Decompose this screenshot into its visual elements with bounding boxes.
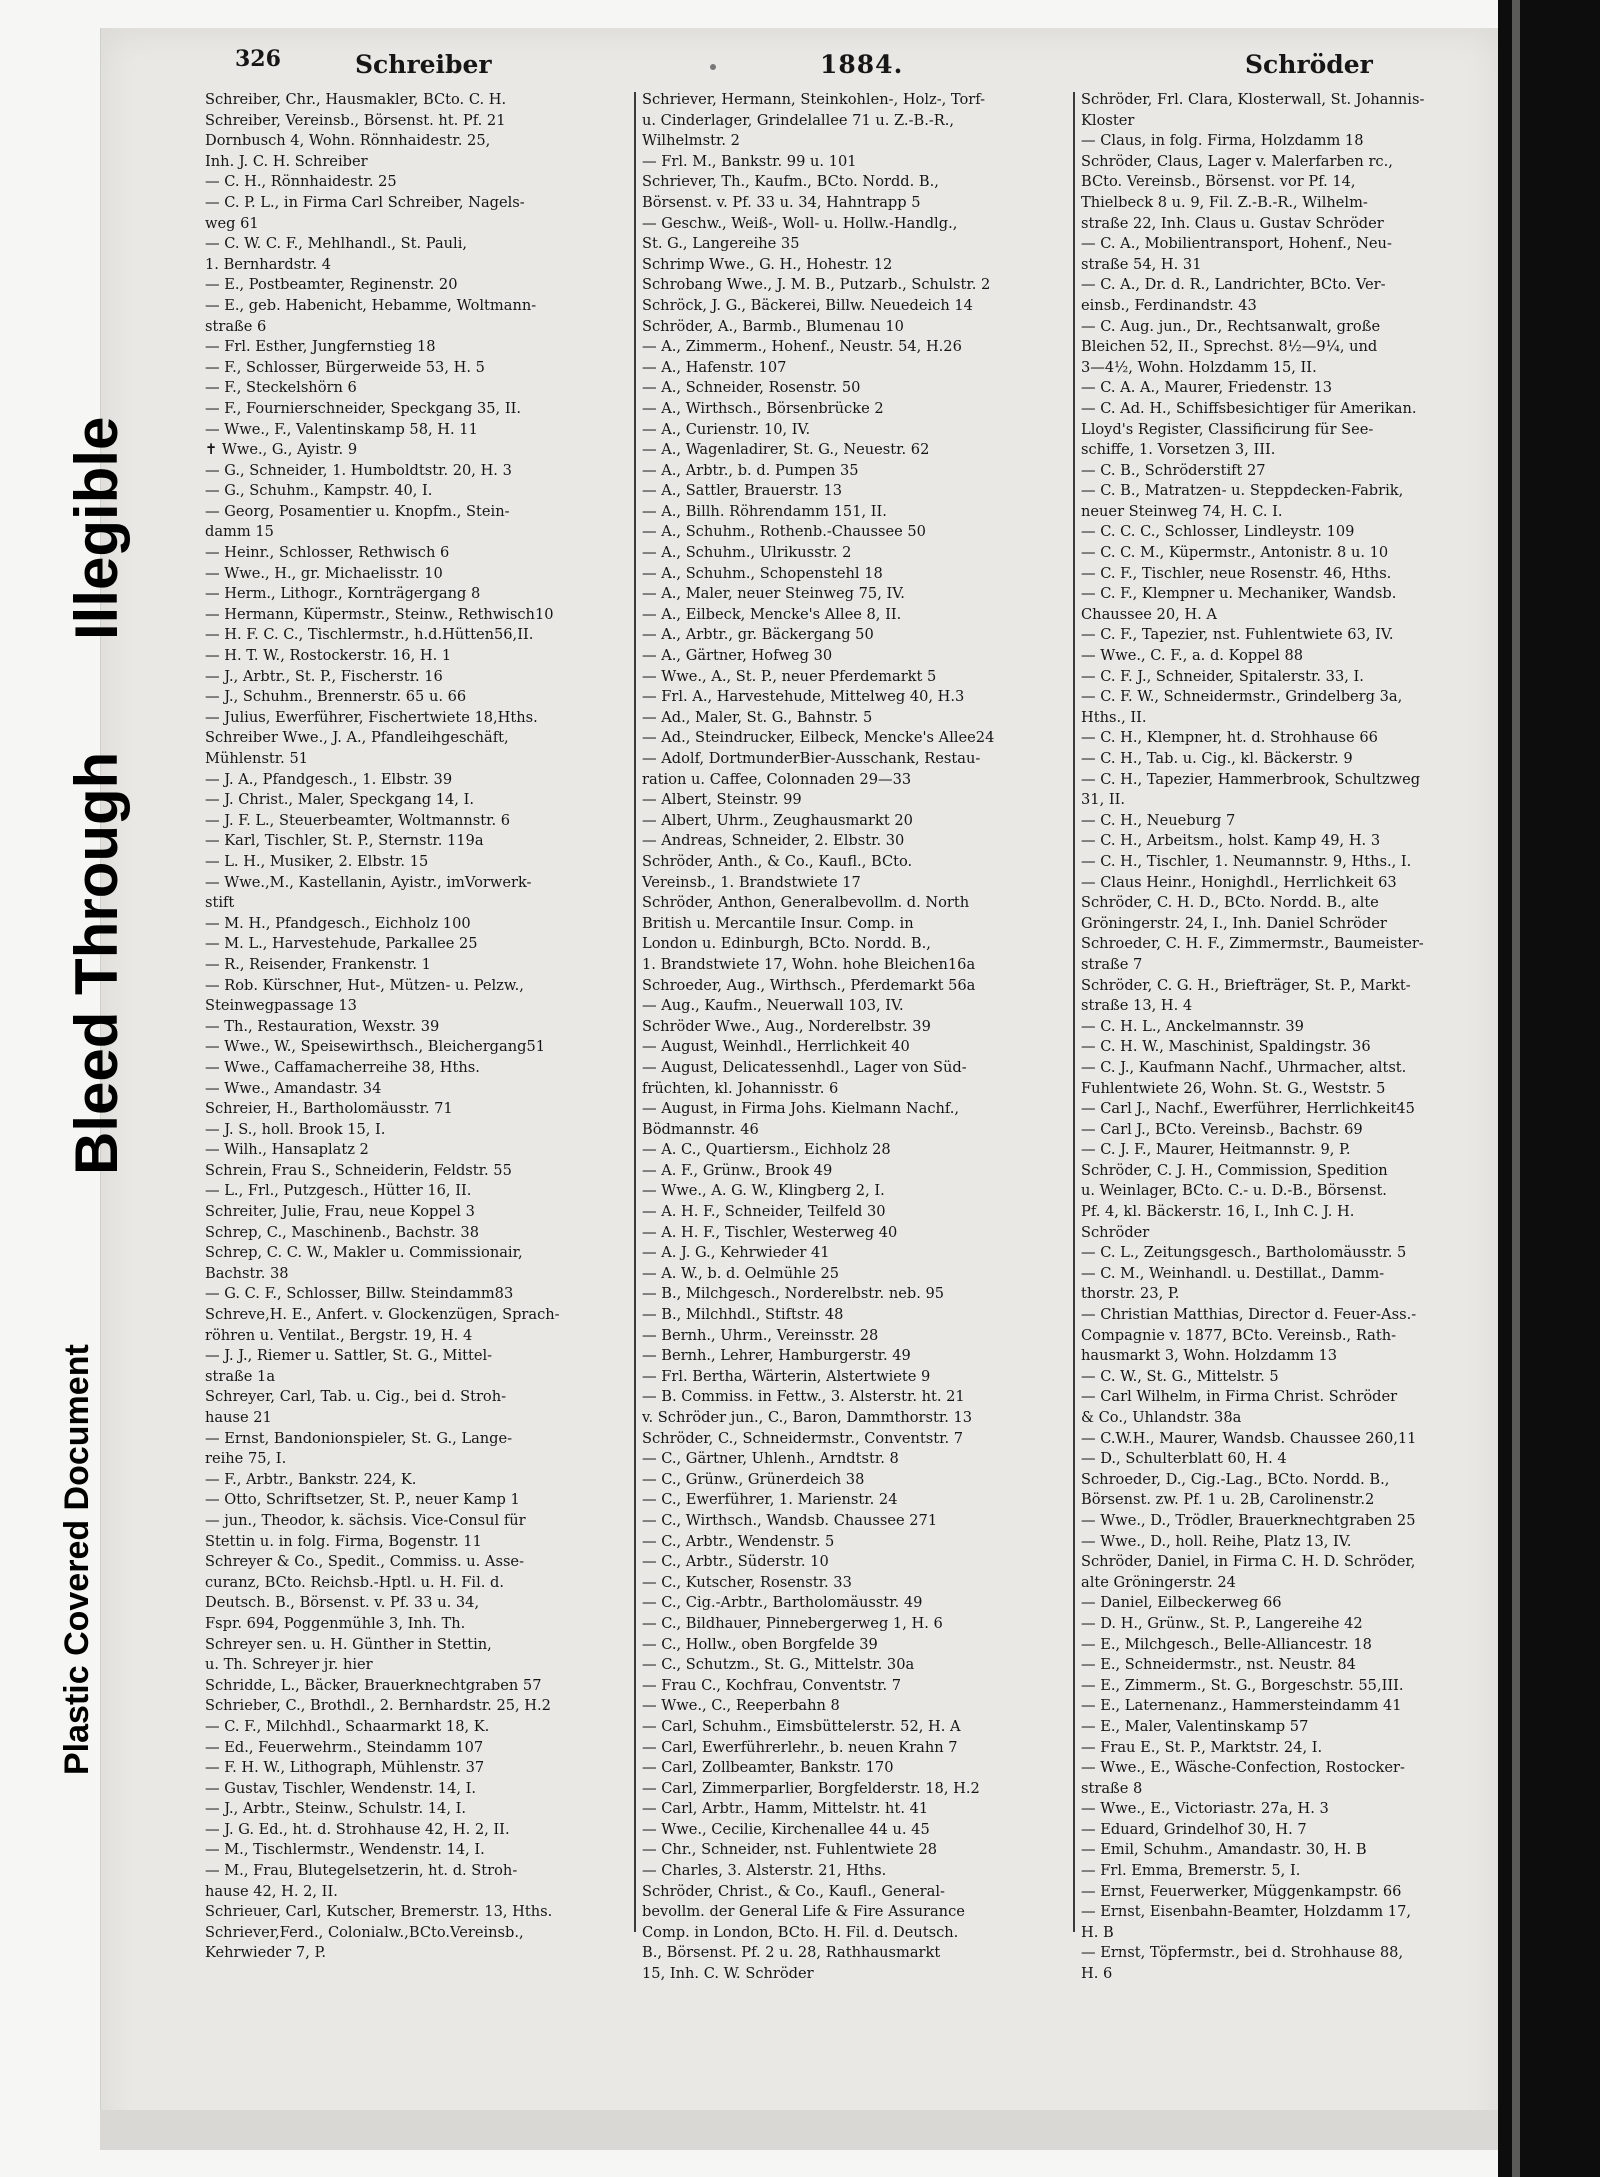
directory-entry-line: — A. J. G., Kehrwieder 41 — [642, 1244, 830, 1262]
directory-entry-line: — C., Hollw., oben Borgfelde 39 — [642, 1635, 878, 1653]
directory-entry-line: — Wwe., Cecilie, Kirchenallee 44 u. 45 — [642, 1820, 930, 1838]
directory-entry-line: — M. L., Harvestehude, Parkallee 25 — [205, 935, 478, 953]
directory-entry-line: — Wwe., A. G. W., Klingberg 2, I. — [642, 1182, 885, 1200]
directory-entry-line: u. Cinderlager, Grindelallee 71 u. Z.-B.-R., — [642, 111, 955, 129]
directory-entry-line: — Ernst, Töpfermstr., bei d. Strohhause 88, — [1081, 1944, 1404, 1962]
directory-entry-line: — J. F. L., Steuerbeamter, Woltmannstr. 6 — [205, 811, 511, 829]
directory-entry-line: — Carl, Schuhm., Eimsbüttelerstr. 52, H. A — [642, 1717, 961, 1735]
directory-entry-line: — Th., Restauration, Wexstr. 39 — [205, 1017, 440, 1035]
directory-entry-line: — Wwe., A., St. P., neuer Pferdemarkt 5 — [642, 667, 937, 685]
directory-entry-line: — B. Commiss. in Fettw., 3. Alsterstr. ht. 21 — [642, 1388, 965, 1406]
directory-entry-line: — J. A., Pfandgesch., 1. Elbstr. 39 — [205, 770, 453, 788]
directory-entry-line: Schreve,H. E., Anfert. v. Glockenzügen, Sprach- — [205, 1306, 560, 1324]
directory-entry-line: Schriever, Th., Kaufm., BCto. Nordd. B., — [642, 173, 939, 191]
directory-entry-line: Compagnie v. 1877, BCto. Vereinsb., Rath- — [1081, 1326, 1397, 1344]
directory-entry-line: — C., Schutzm., St. G., Mittelstr. 30a — [642, 1656, 915, 1674]
directory-entry-line: — C. B., Matratzen- u. Steppdecken-Fabrik, — [1081, 482, 1404, 500]
directory-entry-line: — C. W. C. F., Mehlhandl., St. Pauli, — [205, 235, 468, 253]
directory-entry-line: 1. Bernhardstr. 4 — [205, 255, 332, 273]
directory-entry-line: — Carl, Ewerführerlehr., b. neuen Krahn 7 — [642, 1738, 958, 1756]
directory-entry-line: — C. C. C., Schlosser, Lindleystr. 109 — [1081, 523, 1355, 541]
directory-entry-line: — Andreas, Schneider, 2. Elbstr. 30 — [642, 832, 905, 850]
directory-entry-line: — Carl, Zimmerparlier, Borgfelderstr. 18, H.2 — [642, 1779, 980, 1797]
directory-entry-line: — E., Schneidermstr., nst. Neustr. 84 — [1081, 1656, 1356, 1674]
directory-entry-line: — Julius, Ewerführer, Fischertwiete 18,Hths. — [205, 708, 538, 726]
directory-entry-line: — C. F., Klempner u. Mechaniker, Wandsb. — [1081, 585, 1397, 603]
page-header — [205, 46, 1475, 90]
directory-entry-line: — Wwe., D., Trödler, Brauerknechtgraben 25 — [1081, 1511, 1416, 1529]
directory-entry-line: — C., Wirthsch., Wandsb. Chaussee 271 — [642, 1511, 938, 1529]
label-illegible: Illegible — [63, 416, 130, 640]
scan-edge-strip — [1512, 0, 1520, 2177]
page-number: 326 — [235, 46, 281, 72]
directory-entry-line: St. G., Langereihe 35 — [642, 235, 800, 253]
directory-entry-line: u. Weinlager, BCto. C.- u. D.-B., Börsenst. — [1081, 1182, 1387, 1200]
directory-entry-line: — C. H., Klempner, ht. d. Strohhause 66 — [1081, 729, 1378, 747]
directory-entry-line: — Chr., Schneider, nst. Fuhlentwiete 28 — [642, 1841, 938, 1859]
directory-entry-line: weg 61 — [205, 214, 259, 232]
directory-entry-line: — C. P. L., in Firma Carl Schreiber, Nagels- — [205, 193, 525, 211]
directory-entry-line: — Albert, Steinstr. 99 — [642, 791, 802, 809]
directory-entry-line: — A., Schuhm., Ulrikusstr. 2 — [642, 544, 852, 562]
directory-entry-line: — C. H., Neueburg 7 — [1081, 811, 1236, 829]
directory-entry-line: — C. C. M., Küpermstr., Antonistr. 8 u. 10 — [1081, 544, 1389, 562]
directory-entry-line: — C. A., Dr. d. R., Landrichter, BCto. Ver- — [1081, 276, 1386, 294]
directory-entry-line: — Claus, in folg. Firma, Holzdamm 18 — [1081, 132, 1364, 150]
directory-entry-line: — Albert, Uhrm., Zeughausmarkt 20 — [642, 811, 913, 829]
directory-entry-line: 15, Inh. C. W. Schröder — [642, 1965, 814, 1983]
directory-entry-line: — C. F., Milchhdl., Schaarmarkt 18, K. — [205, 1717, 490, 1735]
directory-entry-line: — Ad., Maler, St. G., Bahnstr. 5 — [642, 708, 873, 726]
directory-entry-line: straße 6 — [205, 317, 267, 335]
directory-entry-line: früchten, kl. Johannisstr. 6 — [642, 1079, 839, 1097]
directory-entry-line: Schrimp Wwe., G. H., Hohestr. 12 — [642, 255, 893, 273]
directory-entry-line: Schreiber Wwe., J. A., Pfandleihgeschäft, — [205, 729, 509, 747]
directory-entry-line: — Gustav, Tischler, Wendenstr. 14, I. — [205, 1779, 477, 1797]
directory-entry-line: — C., Ewerführer, 1. Marienstr. 24 — [642, 1491, 898, 1509]
directory-entry-line: Schreyer & Co., Spedit., Commiss. u. Asse- — [205, 1553, 525, 1571]
directory-entry-line: Schriever,Ferd., Colonialw.,BCto.Vereinsb., — [205, 1923, 524, 1941]
directory-entry-line: — B., Milchhdl., Stiftstr. 48 — [642, 1306, 844, 1324]
directory-entry-line: Steinwegpassage 13 — [205, 997, 357, 1015]
directory-entry-line: Pf. 4, kl. Bäckerstr. 16, I., Inh C. J. H. — [1081, 1203, 1355, 1221]
directory-entry-line: London u. Edinburgh, BCto. Nordd. B., — [642, 935, 931, 953]
directory-entry-line: — E., Maler, Valentinskamp 57 — [1081, 1717, 1309, 1735]
directory-entry-line: British u. Mercantile Insur. Comp. in — [642, 914, 914, 932]
directory-entry-line: Schreiber, Chr., Hausmakler, BCto. C. H. — [205, 91, 507, 108]
directory-entry-line: straße 7 — [1081, 955, 1143, 973]
directory-entry-line: — Wwe., W., Speisewirthsch., Bleichergang51 — [205, 1038, 546, 1056]
directory-entry-line: — C., Arbtr., Süderstr. 10 — [642, 1553, 829, 1571]
directory-entry-line: — J., Arbtr., St. P., Fischerstr. 16 — [205, 667, 443, 685]
directory-entry-line: BCto. Vereinsb., Börsenst. vor Pf. 14, — [1081, 173, 1356, 191]
directory-entry-line: — Herm., Lithogr., Kornträgergang 8 — [205, 585, 481, 603]
directory-entry-line: — E., Postbeamter, Reginenstr. 20 — [205, 276, 458, 294]
directory-entry-line: — Wwe., Caffamacherreihe 38, Hths. — [205, 1058, 480, 1076]
directory-entry-line: — Heinr., Schlosser, Rethwisch 6 — [205, 544, 450, 562]
label-bleed-through: Bleed Through — [63, 751, 130, 1175]
label-plastic-covered: Plastic Covered Document — [58, 1344, 96, 1775]
directory-entry-line: Bödmannstr. 46 — [642, 1120, 759, 1138]
directory-entry-line: straße 13, H. 4 — [1081, 997, 1193, 1015]
directory-entry-line: — J. Christ., Maler, Speckgang 14, I. — [205, 791, 474, 809]
header-dot — [710, 64, 716, 70]
directory-entry-line: Schröder, Anthon, Generalbevollm. d. North — [642, 894, 970, 912]
directory-entry-line: — Carl, Zollbeamter, Bankstr. 170 — [642, 1759, 894, 1777]
directory-entry-line: — Wwe., E., Wäsche-Confection, Rostocker- — [1081, 1759, 1405, 1777]
directory-entry-line: Deutsch. B., Börsenst. v. Pf. 33 u. 34, — [205, 1594, 480, 1612]
directory-entry-line: Fuhlentwiete 26, Wohn. St. G., Weststr. 5 — [1081, 1079, 1386, 1097]
directory-entry-line: — Ed., Feuerwehrm., Steindamm 107 — [205, 1738, 484, 1756]
directory-entry-line: — L., Frl., Putzgesch., Hütter 16, II. — [205, 1182, 472, 1200]
directory-entry-line: — C. F., Tapezier, nst. Fuhlentwiete 63, IV. — [1081, 626, 1394, 644]
directory-entry-line: Schrep, C., Maschinenb., Bachstr. 38 — [205, 1223, 480, 1241]
directory-entry-line: — Claus Heinr., Honighdl., Herrlichkeit 63 — [1081, 873, 1397, 891]
directory-entry-line: — Frl. Emma, Bremerstr. 5, I. — [1081, 1862, 1301, 1880]
directory-entry-line: bevollm. der General Life & Fire Assurance — [642, 1903, 965, 1921]
directory-entry-line: — August, Weinhdl., Herrlichkeit 40 — [642, 1038, 910, 1056]
directory-entry-line: Inh. J. C. H. Schreiber — [205, 152, 368, 170]
directory-entry-line: — C. H., Tab. u. Cig., kl. Bäckerstr. 9 — [1081, 750, 1353, 767]
directory-entry-line: — E., Laternenanz., Hammersteindamm 41 — [1081, 1697, 1402, 1715]
directory-entry-line: — A., Gärtner, Hofweg 30 — [642, 647, 833, 665]
directory-entry-line: — C. H., Tapezier, Hammerbrook, Schultzweg — [1081, 770, 1421, 788]
directory-entry-line: Schriever, Hermann, Steinkohlen-, Holz-, Torf- — [642, 91, 986, 108]
directory-entry-line: Lloyd's Register, Classificirung für See- — [1081, 420, 1374, 438]
directory-entry-line: — A., Schneider, Rosenstr. 50 — [642, 379, 861, 397]
directory-entry-line: — Frl. Bertha, Wärterin, Alstertwiete 9 — [642, 1367, 931, 1385]
directory-entry-line: — Christian Matthias, Director d. Feuer-Ass.- — [1081, 1306, 1417, 1324]
directory-entry-line: — A. F., Grünw., Brook 49 — [642, 1161, 833, 1179]
directory-entry-line: — C. H., Arbeitsm., holst. Kamp 49, H. 3 — [1081, 832, 1381, 850]
directory-entry-line: — A. H. F., Tischler, Westerweg 40 — [642, 1223, 898, 1241]
directory-entry-line: — August, in Firma Johs. Kielmann Nachf., — [642, 1100, 960, 1118]
directory-entry-line: Schröck, J. G., Bäckerei, Billw. Neuedeich 14 — [642, 296, 973, 314]
directory-entry-line: — C. Aug. jun., Dr., Rechtsanwalt, große — [1081, 317, 1381, 335]
directory-entry-line: — C., Cig.-Arbtr., Bartholomäusstr. 49 — [642, 1594, 923, 1612]
directory-entry-line: Schröder, Anth., & Co., Kaufl., BCto. — [642, 852, 913, 870]
directory-entry-line: — M., Tischlermstr., Wendenstr. 14, I. — [205, 1841, 485, 1859]
directory-entry-line: — Geschw., Weiß-, Woll- u. Hollw.-Handlg., — [642, 214, 958, 232]
directory-entry-line: — A. C., Quartiersm., Eichholz 28 — [642, 1141, 891, 1159]
directory-entry-line: schiffe, 1. Vorsetzen 3, III. — [1081, 441, 1276, 459]
directory-entry-line: 31, II. — [1081, 791, 1126, 809]
directory-entry-line: Mühlenstr. 51 — [205, 750, 309, 767]
directory-entry-line: — H. T. W., Rostockerstr. 16, H. 1 — [205, 647, 452, 665]
directory-entry-line: Börsenst. v. Pf. 33 u. 34, Hahntrapp 5 — [642, 193, 921, 211]
directory-entry-line: Hths., II. — [1081, 708, 1147, 726]
directory-entry-line: 3—4½, Wohn. Holzdamm 15, II. — [1081, 358, 1317, 376]
directory-entry-line: — Wwe., Amandastr. 34 — [205, 1079, 382, 1097]
directory-entry-line: Schreiber, Vereinsb., Börsenst. ht. Pf. 21 — [205, 111, 506, 129]
directory-entry-line: — A., Schuhm., Rothenb.-Chaussee 50 — [642, 523, 926, 541]
directory-entry-line: H. B — [1081, 1923, 1114, 1941]
directory-entry-line: — C., Grünw., Grünerdeich 38 — [642, 1470, 865, 1488]
directory-entry-line: — A. W., b. d. Oelmühle 25 — [642, 1264, 840, 1282]
directory-entry-line: — C. A. A., Maurer, Friedenstr. 13 — [1081, 379, 1333, 397]
directory-entry-line: — Wwe.,M., Kastellanin, Ayistr., imVorwerk- — [205, 873, 532, 891]
directory-entry-line: — J. S., holl. Brook 15, I. — [205, 1120, 386, 1138]
directory-entry-line: — C. H., Tischler, 1. Neumannstr. 9, Hths., I. — [1081, 852, 1412, 870]
directory-entry-line: — C. F. J., Schneider, Spitalerstr. 33, I. — [1081, 667, 1364, 685]
directory-entry-line: — Georg, Posamentier u. Knopfm., Stein- — [205, 502, 510, 520]
directory-entry-line: — C. M., Weinhandl. u. Destillat., Damm- — [1081, 1264, 1385, 1282]
directory-entry-line: Schröder, Frl. Clara, Klosterwall, St. Johannis- — [1081, 91, 1425, 108]
directory-entry-line: H. 6 — [1081, 1965, 1113, 1983]
directory-entry-line: Wilhelmstr. 2 — [642, 132, 740, 150]
directory-entry-line: Schröder, C., Schneidermstr., Conventstr. 7 — [642, 1429, 964, 1447]
page-bottom-edge — [100, 2110, 1498, 2150]
directory-entry-line: — C. Ad. H., Schiffsbesichtiger für Amerikan. — [1081, 399, 1417, 417]
directory-entry-line: — Charles, 3. Alsterstr. 21, Hths. — [642, 1862, 887, 1880]
directory-entry-line: — F., Fournierschneider, Speckgang 35, II. — [205, 399, 521, 417]
directory-entry-line: Bleichen 52, II., Sprechst. 8½—9¼, und — [1081, 338, 1378, 356]
directory-entry-line: Schroeder, Aug., Wirthsch., Pferdemarkt 56a — [642, 976, 976, 994]
directory-entry-line: — Ernst, Bandonionspieler, St. G., Lange- — [205, 1429, 513, 1447]
directory-entry-line: — Carl Wilhelm, in Firma Christ. Schröder — [1081, 1388, 1398, 1406]
directory-entry-line: röhren u. Ventilat., Bergstr. 19, H. 4 — [205, 1326, 473, 1344]
directory-entry-line: — G. C. F., Schlosser, Billw. Steindamm83 — [205, 1285, 514, 1303]
directory-entry-line: Schröder, C. J. H., Commission, Spedition — [1081, 1161, 1388, 1179]
directory-entry-line: — Rob. Kürschner, Hut-, Mützen- u. Pelzw., — [205, 976, 524, 994]
directory-entry-line: Schröder — [1081, 1223, 1150, 1241]
directory-entry-line: straße 1a — [205, 1367, 276, 1385]
directory-entry-line: — C., Bildhauer, Pinnebergerweg 1, H. 6 — [642, 1614, 943, 1632]
page-year: 1884. — [820, 50, 904, 79]
directory-entry-line: Schreyer sen. u. H. Günther in Stettin, — [205, 1635, 492, 1653]
directory-entry-line: thorstr. 23, P. — [1081, 1285, 1180, 1303]
directory-entry-line: — Wwe., C. F., a. d. Koppel 88 — [1081, 647, 1304, 665]
directory-entry-line: — J., Arbtr., Steinw., Schulstr. 14, I. — [205, 1800, 467, 1818]
side-labels — [0, 0, 130, 2177]
directory-entry-line: Schröder, Christ., & Co., Kaufl., General- — [642, 1882, 945, 1900]
directory-entry-line: hausmarkt 3, Wohn. Holzdamm 13 — [1081, 1347, 1338, 1365]
directory-entry-line: — C. L., Zeitungsgesch., Bartholomäusstr. 5 — [1081, 1244, 1407, 1262]
directory-entry-line: — J. J., Riemer u. Sattler, St. G., Mittel- — [205, 1347, 493, 1365]
directory-entry-line: — A., Sattler, Brauerstr. 13 — [642, 482, 843, 500]
directory-entry-line: Thielbeck 8 u. 9, Fil. Z.-B.-R., Wilhelm- — [1081, 193, 1368, 211]
directory-entry-line: — A., Wirthsch., Börsenbrücke 2 — [642, 399, 884, 417]
directory-entry-line: — Wwe., E., Victoriastr. 27a, H. 3 — [1081, 1800, 1329, 1818]
directory-entry-line: straße 22, Inh. Claus u. Gustav Schröder — [1081, 214, 1384, 232]
directory-entry-line: — C., Kutscher, Rosenstr. 33 — [642, 1573, 852, 1591]
directory-entry-line: — F., Schlosser, Bürgerweide 53, H. 5 — [205, 358, 485, 376]
directory-column-3 — [1081, 90, 1493, 1983]
directory-entry-line: Schrep, C. C. W., Makler u. Commissionair, — [205, 1244, 523, 1262]
directory-entry-line: — Daniel, Eilbeckerweg 66 — [1081, 1594, 1282, 1612]
directory-entry-line: v. Schröder jun., C., Baron, Dammthorstr. 13 — [642, 1409, 973, 1426]
directory-entry-line: hause 21 — [205, 1409, 272, 1426]
directory-entry-line: Schreier, H., Bartholomäusstr. 71 — [205, 1100, 453, 1118]
directory-entry-line: Schrobang Wwe., J. M. B., Putzarb., Schulstr. 2 — [642, 276, 991, 294]
directory-entry-line: Chaussee 20, H. A — [1081, 605, 1217, 623]
directory-entry-line: Schrein, Frau S., Schneiderin, Feldstr. 55 — [205, 1161, 512, 1179]
directory-entry-line: — A., Arbtr., b. d. Pumpen 35 — [642, 461, 859, 479]
directory-entry-line: — August, Delicatessenhdl., Lager von Süd- — [642, 1058, 967, 1076]
directory-entry-line: — G., Schneider, 1. Humboldtstr. 20, H. 3 — [205, 461, 512, 479]
directory-entry-line: Stettin u. in folg. Firma, Bogenstr. 11 — [205, 1532, 482, 1550]
directory-entry-line: B., Börsenst. Pf. 2 u. 28, Rathhausmarkt — [642, 1944, 941, 1962]
directory-entry-line: — B., Milchgesch., Norderelbstr. neb. 95 — [642, 1285, 945, 1303]
directory-entry-line: straße 54, H. 31 — [1081, 255, 1202, 273]
directory-entry-line: neuer Steinweg 74, H. C. I. — [1081, 502, 1283, 520]
directory-entry-line: Bachstr. 38 — [205, 1264, 289, 1282]
directory-entry-line: curanz, BCto. Reichsb.-Hptl. u. H. Fil. d. — [205, 1573, 504, 1591]
directory-entry-line: Comp. in London, BCto. H. Fil. d. Deutsch. — [642, 1923, 959, 1941]
directory-entry-line: — Frau C., Kochfrau, Conventstr. 7 — [642, 1676, 902, 1694]
directory-entry-line: — A., Zimmerm., Hohenf., Neustr. 54, H.26 — [642, 338, 962, 356]
directory-entry-line: — C. J. F., Maurer, Heitmannstr. 9, P. — [1081, 1141, 1351, 1159]
directory-entry-line: Fspr. 694, Poggenmühle 3, Inh. Th. — [205, 1614, 466, 1632]
directory-entry-line: — Wwe., F., Valentinskamp 58, H. 11 — [205, 420, 478, 438]
directory-entry-line: — C. F., Tischler, neue Rosenstr. 46, Hths. — [1081, 564, 1392, 582]
directory-entry-line: — A., Eilbeck, Mencke's Allee 8, II. — [642, 605, 902, 623]
directory-entry-line: Kehrwieder 7, P. — [205, 1944, 326, 1962]
directory-entry-line: — Wilh., Hansaplatz 2 — [205, 1141, 369, 1159]
directory-column-2 — [642, 90, 1065, 1983]
directory-entry-line: Dornbusch 4, Wohn. Rönnhaidestr. 25, — [205, 132, 491, 150]
directory-entry-line: — C. F. W., Schneidermstr., Grindelberg 3a, — [1081, 688, 1403, 706]
directory-entry-line: — Wwe., H., gr. Michaelisstr. 10 — [205, 564, 443, 582]
directory-entry-line: ration u. Caffee, Colonnaden 29—33 — [642, 770, 912, 788]
directory-entry-line: — E., Milchgesch., Belle-Alliancestr. 18 — [1081, 1635, 1372, 1653]
directory-entry-line: 1. Brandstwiete 17, Wohn. hohe Bleichen16a — [642, 955, 976, 973]
directory-entry-line: Schröder, C. H. D., BCto. Nordd. B., alte — [1081, 894, 1379, 912]
directory-entry-line: — Bernh., Lehrer, Hamburgerstr. 49 — [642, 1347, 911, 1365]
directory-entry-line: — A., Hafenstr. 107 — [642, 358, 787, 376]
directory-entry-line: — Carl, Arbtr., Hamm, Mittelstr. ht. 41 — [642, 1800, 929, 1818]
directory-entry-line: Vereinsb., 1. Brandstwiete 17 — [642, 873, 861, 891]
directory-entry-line: — M., Frau, Blutegelsetzerin, ht. d. Stroh- — [205, 1862, 518, 1880]
directory-entry-line: — A., Wagenladirer, St. G., Neuestr. 62 — [642, 441, 930, 459]
directory-entry-line: Schröder, C. G. H., Briefträger, St. P., Markt- — [1081, 976, 1411, 994]
directory-entry-line: Schridde, L., Bäcker, Brauerknechtgraben 57 — [205, 1676, 542, 1694]
directory-entry-line: Schröder Wwe., Aug., Norderelbstr. 39 — [642, 1017, 931, 1035]
directory-entry-line: — J. G. Ed., ht. d. Strohhause 42, H. 2, II. — [205, 1820, 510, 1838]
directory-entry-line: — E., geb. Habenicht, Hebamme, Woltmann- — [205, 296, 537, 314]
directory-entry-line: Schreiter, Julie, Frau, neue Koppel 3 — [205, 1203, 475, 1221]
directory-entry-line: — C.W.H., Maurer, Wandsb. Chaussee 260,11 — [1081, 1429, 1417, 1447]
directory-entry-line: einsb., Ferdinandstr. 43 — [1081, 296, 1257, 314]
directory-entry-line: — Emil, Schuhm., Amandastr. 30, H. B — [1081, 1841, 1367, 1859]
directory-entry-line: — Wwe., C., Reeperbahn 8 — [642, 1697, 840, 1715]
directory-entry-line: — F., Arbtr., Bankstr. 224, K. — [205, 1470, 417, 1488]
directory-entry-line: — Frl. A., Harvestehude, Mittelweg 40, H.3 — [642, 688, 965, 706]
directory-entry-line: — C. H., Rönnhaidestr. 25 — [205, 173, 397, 191]
directory-column-1 — [205, 90, 625, 1962]
directory-entry-line: Schroeder, C. H. F., Zimmermstr., Baumeister- — [1081, 935, 1424, 953]
directory-entry-line: — C. A., Mobilientransport, Hohenf., Neu- — [1081, 235, 1392, 253]
directory-entry-line: — G., Schuhm., Kampstr. 40, I. — [205, 482, 433, 500]
directory-entry-line: — Eduard, Grindelhof 30, H. 7 — [1081, 1820, 1307, 1838]
directory-entry-line: — Frau E., St. P., Marktstr. 24, I. — [1081, 1738, 1323, 1756]
directory-entry-line: — Carl J., Nachf., Ewerführer, Herrlichkeit45 — [1081, 1100, 1415, 1118]
directory-entry-line: — D. H., Grünw., St. P., Langereihe 42 — [1081, 1614, 1363, 1632]
directory-entry-line: Kloster — [1081, 111, 1135, 129]
directory-entry-line: alte Gröningerstr. 24 — [1081, 1573, 1236, 1591]
directory-entry-line: Schröder, Claus, Lager v. Malerfarben rc., — [1081, 152, 1393, 170]
directory-entry-line: stift — [205, 894, 235, 912]
directory-entry-line: — Wwe., D., holl. Reihe, Platz 13, IV. — [1081, 1532, 1352, 1550]
directory-entry-line: & Co., Uhlandstr. 38a — [1081, 1409, 1242, 1426]
directory-entry-line: — jun., Theodor, k. sächsis. Vice-Consul für — [205, 1511, 526, 1529]
directory-entry-line: — A. H. F., Schneider, Teilfeld 30 — [642, 1203, 886, 1221]
directory-entry-line: — R., Reisender, Frankenstr. 1 — [205, 955, 431, 973]
directory-entry-line: — J., Schuhm., Brennerstr. 65 u. 66 — [205, 688, 467, 706]
column-rule-1 — [634, 92, 636, 1932]
column-rule-2 — [1073, 92, 1075, 1932]
directory-entry-line: — C., Gärtner, Uhlenh., Arndtstr. 8 — [642, 1450, 899, 1468]
directory-entry-line: — Karl, Tischler, St. P., Sternstr. 119a — [205, 832, 484, 850]
directory-entry-line: Schrieuer, Carl, Kutscher, Bremerstr. 13, Hths. — [205, 1903, 553, 1921]
directory-entry-line: reihe 75, I. — [205, 1450, 287, 1468]
directory-entry-line: — Aug., Kaufm., Neuerwall 103, IV. — [642, 997, 904, 1015]
directory-entry-line: straße 8 — [1081, 1779, 1143, 1797]
directory-entry-line: — M. H., Pfandgesch., Eichholz 100 — [205, 914, 471, 932]
directory-entry-line: u. Th. Schreyer jr. hier — [205, 1656, 373, 1674]
right-running-head: Schröder — [1245, 50, 1373, 79]
directory-entry-line: — C. B., Schröderstift 27 — [1081, 461, 1266, 479]
left-running-head: Schreiber — [355, 50, 492, 79]
directory-entry-line: — A., Schuhm., Schopenstehl 18 — [642, 564, 883, 582]
directory-entry-line: — Carl J., BCto. Vereinsb., Bachstr. 69 — [1081, 1120, 1363, 1138]
directory-entry-line: — A., Curienstr. 10, IV. — [642, 420, 811, 438]
directory-entry-line: — Frl. M., Bankstr. 99 u. 101 — [642, 152, 857, 170]
directory-entry-line: — F., Steckelshörn 6 — [205, 379, 357, 397]
directory-entry-line: — Ernst, Eisenbahn-Beamter, Holzdamm 17, — [1081, 1903, 1411, 1921]
directory-entry-line: — Otto, Schriftsetzer, St. P., neuer Kamp 1 — [205, 1491, 520, 1509]
directory-entry-line: — C. W., St. G., Mittelstr. 5 — [1081, 1367, 1279, 1385]
directory-entry-line: — E., Zimmerm., St. G., Borgeschstr. 55,III. — [1081, 1676, 1404, 1694]
directory-entry-line: — Ernst, Feuerwerker, Müggenkampstr. 66 — [1081, 1882, 1402, 1900]
directory-entry-line: — F. H. W., Lithograph, Mühlenstr. 37 — [205, 1759, 485, 1777]
directory-entry-line: — A., Arbtr., gr. Bäckergang 50 — [642, 626, 874, 644]
directory-entry-line: Schreyer, Carl, Tab. u. Cig., bei d. Stroh- — [205, 1388, 507, 1406]
directory-entry-line: damm 15 — [205, 523, 274, 541]
directory-entry-line: — A., Billh. Röhrendamm 151, II. — [642, 502, 887, 520]
directory-entry-line: — C., Arbtr., Wendenstr. 5 — [642, 1532, 835, 1550]
directory-entry-line: — Ad., Steindrucker, Eilbeck, Mencke's Allee24 — [642, 729, 995, 747]
directory-entry-line: Börsenst. zw. Pf. 1 u. 2B, Carolinenstr.2 — [1081, 1491, 1375, 1509]
directory-entry-line: hause 42, H. 2, II. — [205, 1882, 338, 1900]
directory-entry-line: — C. H. L., Anckelmannstr. 39 — [1081, 1017, 1304, 1035]
directory-entry-line: — D., Schulterblatt 60, H. 4 — [1081, 1450, 1287, 1468]
directory-entry-line: Gröningerstr. 24, I., Inh. Daniel Schröder — [1081, 914, 1387, 932]
directory-entry-line: Schrieber, C., Brothdl., 2. Bernhardstr. 25, H.2 — [205, 1697, 551, 1715]
directory-entry-line: — A., Maler, neuer Steinweg 75, IV. — [642, 585, 905, 603]
directory-entry-line: — H. F. C. C., Tischlermstr., h.d.Hütten56,II. — [205, 626, 534, 644]
directory-entry-line: — Bernh., Uhrm., Vereinsstr. 28 — [642, 1326, 879, 1344]
directory-entry-line: — C. J., Kaufmann Nachf., Uhrmacher, altst. — [1081, 1058, 1407, 1076]
directory-entry-line: — Hermann, Küpermstr., Steinw., Rethwisch10 — [205, 605, 554, 623]
directory-entry-line: — Adolf, DortmunderBier-Ausschank, Restau- — [642, 750, 981, 767]
directory-entry-line: ✝ Wwe., G., Ayistr. 9 — [205, 441, 358, 459]
directory-entry-line: — C. H. W., Maschinist, Spaldingstr. 36 — [1081, 1038, 1371, 1056]
scan-right-edge — [1498, 0, 1600, 2177]
directory-entry-line: Schröder, Daniel, in Firma C. H. D. Schröder, — [1081, 1553, 1416, 1571]
directory-entry-line: Schröder, A., Barmb., Blumenau 10 — [642, 317, 904, 335]
directory-entry-line: — L. H., Musiker, 2. Elbstr. 15 — [205, 852, 429, 870]
directory-entry-line: Schroeder, D., Cig.-Lag., BCto. Nordd. B., — [1081, 1470, 1390, 1488]
directory-entry-line: — Frl. Esther, Jungfernstieg 18 — [205, 338, 436, 356]
